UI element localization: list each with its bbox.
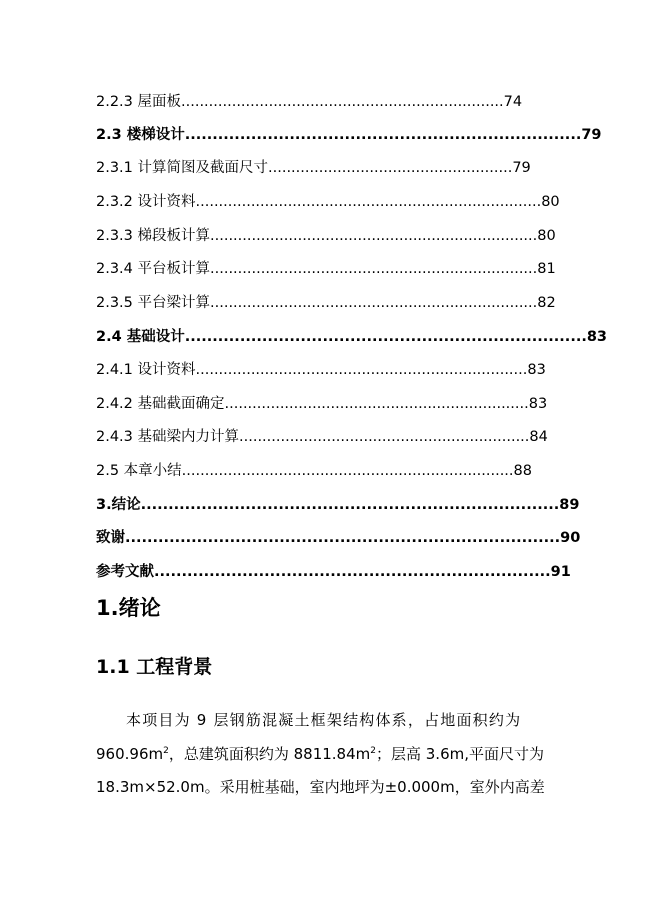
toc-page-number: 89 xyxy=(559,497,580,513)
toc-entry[interactable] xyxy=(96,527,580,549)
toc-page-number: 74 xyxy=(503,94,523,110)
toc-entry[interactable] xyxy=(96,124,602,146)
toc-leader: .................................................................. xyxy=(224,396,529,412)
toc-entry[interactable] xyxy=(96,326,607,348)
toc-entry[interactable] xyxy=(96,157,531,179)
toc-label: 3.结论 xyxy=(96,497,141,513)
toc-label: 2.3.5 平台梁计算 xyxy=(96,295,211,311)
toc-leader: ........................................................................... xyxy=(195,194,542,210)
toc-entry[interactable] xyxy=(96,393,547,415)
paragraph-line: 本项目为 9 层钢筋混凝土框架结构体系，占地面积约为 xyxy=(126,711,522,729)
superscript: 2 xyxy=(370,746,376,756)
toc-leader: ........................................................................ xyxy=(184,127,582,143)
toc-page-number: 80 xyxy=(537,228,556,244)
toc-leader: ........................................................................ xyxy=(154,564,551,580)
toc-label: 2.3 楼梯设计 xyxy=(96,127,185,143)
toc-page-number: 90 xyxy=(560,530,581,546)
toc-entry[interactable] xyxy=(96,191,560,213)
toc-leader: ....................................................................... xyxy=(210,295,538,311)
toc-page-number: 83 xyxy=(527,362,546,378)
toc-leader: ........................................................................ xyxy=(195,362,528,378)
toc-page-number: 83 xyxy=(528,396,548,412)
toc-leader: ..................................................... xyxy=(268,160,513,176)
toc-entry[interactable] xyxy=(96,561,571,583)
toc-leader: ......................................................................... xyxy=(184,329,587,345)
toc-page-number: 79 xyxy=(581,127,602,143)
toc-leader: ...................................................................... xyxy=(181,94,504,110)
toc-leader: ........................................................................ xyxy=(181,463,514,479)
toc-page-number: 84 xyxy=(529,429,548,445)
toc-page-number: 79 xyxy=(512,160,531,176)
toc-entry[interactable] xyxy=(96,258,556,280)
toc-label: 2.3.3 梯段板计算 xyxy=(96,228,211,244)
toc-leader: ............................................................... xyxy=(239,429,530,445)
section-heading: 1.1 工程背景 xyxy=(96,656,213,678)
text-run: ，总建筑面积约为 8811.84m xyxy=(168,745,371,763)
toc-label: 2.3.2 设计资料 xyxy=(96,194,196,210)
paragraph-line: 18.3m×52.0m。采用桩基础，室内地坪为±0.000m，室外内高差 xyxy=(96,778,545,796)
text-run: ；层高 3.6m,平面尺寸为 xyxy=(376,745,545,763)
toc-label: 致谢 xyxy=(96,530,125,546)
toc-entry[interactable] xyxy=(96,225,556,247)
toc-label: 参考文献 xyxy=(96,564,154,580)
chapter-heading: 1.绪论 xyxy=(96,596,161,620)
toc-leader: ....................................................................... xyxy=(210,261,538,277)
paragraph-line xyxy=(96,743,561,765)
toc-entry[interactable] xyxy=(96,426,548,448)
toc-label: 2.3.1 计算简图及截面尺寸 xyxy=(96,160,269,176)
toc-page-number: 91 xyxy=(550,564,571,580)
toc-label: 2.4.3 基础梁内力计算 xyxy=(96,429,240,445)
toc-label: 2.5 本章小结 xyxy=(96,463,182,479)
toc-entry[interactable] xyxy=(96,91,522,113)
toc-entry[interactable] xyxy=(96,292,556,314)
text-run: 960.96m xyxy=(96,745,164,763)
toc-label: 2.3.4 平台板计算 xyxy=(96,261,211,277)
toc-entry[interactable] xyxy=(96,460,532,482)
toc-page-number: 83 xyxy=(586,329,608,345)
toc-entry[interactable] xyxy=(96,359,546,381)
toc-page-number: 81 xyxy=(537,261,556,277)
superscript: 2 xyxy=(163,746,169,756)
toc-label: 2.2.3 屋面板 xyxy=(96,94,182,110)
toc-label: 2.4 基础设计 xyxy=(96,329,185,345)
toc-leader: ............................................................................... xyxy=(125,530,561,546)
toc-page-number: 80 xyxy=(541,194,560,210)
toc-entry[interactable] xyxy=(96,494,579,516)
toc-page-number: 82 xyxy=(537,295,556,311)
toc-label: 2.4.2 基础截面确定 xyxy=(96,396,225,412)
toc-label: 2.4.1 设计资料 xyxy=(96,362,196,378)
toc-leader: ............................................................................ xyxy=(140,497,560,513)
toc-page-number: 88 xyxy=(513,463,532,479)
toc-leader: ....................................................................... xyxy=(210,228,538,244)
